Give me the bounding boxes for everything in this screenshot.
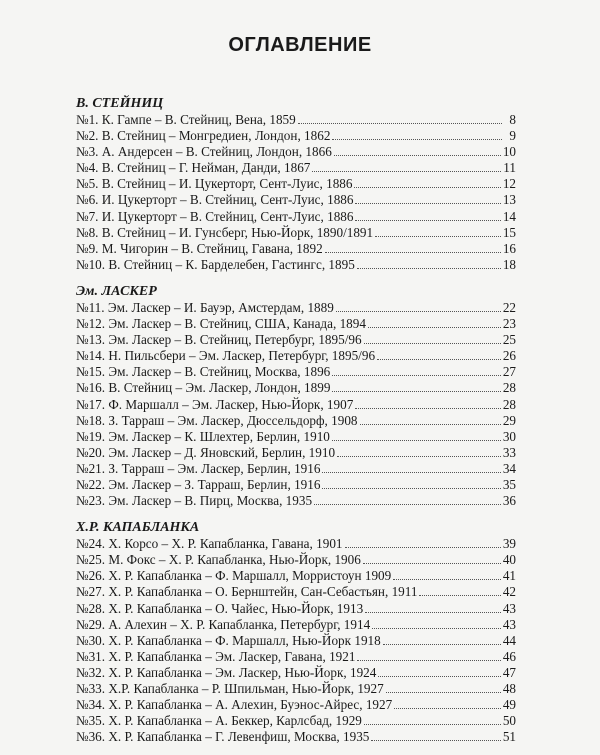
toc-entry — [76, 445, 516, 461]
entry-page-number: 40 — [502, 552, 516, 568]
toc-entry — [76, 536, 516, 552]
entry-label: №16. В. Стейниц – Эм. Ласкер, Лондон, 1899 — [76, 380, 331, 396]
entry-label: №32. Х. Р. Капабланка – Эм. Ласкер, Нью-Йорк, 1924 — [76, 664, 377, 680]
toc-entry — [76, 493, 516, 509]
entry-page-number: 41 — [502, 568, 516, 584]
toc-section — [76, 283, 516, 509]
table-of-contents — [76, 95, 516, 755]
entry-page-number: 10 — [502, 144, 516, 160]
section-header: В. СТЕЙНИЦ — [76, 96, 164, 111]
dot-leader — [419, 594, 500, 596]
toc-entry — [76, 601, 516, 617]
entry-page-number: 16 — [502, 240, 516, 256]
entry-page-number: 47 — [502, 664, 516, 680]
entry-label: №17. Ф. Маршалл – Эм. Ласкер, Нью-Йорк, 1907 — [76, 396, 354, 412]
entry-label: №33. Х.Р. Капабланка – Р. Шпильман, Нью-Йорк, 1927 — [76, 681, 384, 696]
toc-section — [76, 95, 516, 273]
toc-entry — [76, 697, 516, 713]
toc-entry — [76, 241, 516, 257]
entry-label: №31. Х. Р. Капабланка – Эм. Ласкер, Гавана, 1921 — [76, 648, 356, 664]
toc-entry — [76, 568, 516, 584]
entry-page-number: 29 — [502, 412, 516, 428]
entry-label: №1. К. Гампе – В. Стейниц, Вена, 1859 — [76, 112, 296, 127]
entry-page-number: 26 — [502, 348, 516, 364]
dot-leader — [332, 390, 500, 392]
entry-page-number: 9 — [509, 128, 516, 144]
entry-page-number: 51 — [502, 729, 516, 745]
dot-leader — [332, 138, 502, 140]
toc-entry — [76, 617, 516, 633]
entry-page-number: 36 — [502, 493, 516, 509]
dot-leader — [337, 455, 501, 457]
entry-label: №22. Эм. Ласкер – З. Тарраш, Берлин, 1916 — [76, 476, 321, 492]
toc-entry — [76, 192, 516, 208]
dot-leader — [364, 342, 501, 344]
entry-label: №11. Эм. Ласкер – И. Бауэр, Амстердам, 1889 — [76, 299, 334, 315]
toc-entry — [76, 649, 516, 665]
entry-label: №30. Х. Р. Капабланка – Ф. Маршалл, Нью-Йорк 1918 — [76, 632, 381, 648]
dot-leader — [332, 374, 501, 376]
dot-leader — [365, 611, 501, 613]
dot-leader — [383, 643, 501, 645]
toc-entry — [76, 713, 516, 729]
entry-page-number: 49 — [502, 697, 516, 713]
dot-leader — [355, 219, 500, 221]
toc-entry — [76, 681, 516, 697]
entry-label: №10. В. Стейниц – К. Барделебен, Гастингс, 1895 — [76, 256, 355, 272]
toc-entry — [76, 225, 516, 241]
toc-entry — [76, 332, 516, 348]
entry-page-number: 12 — [502, 176, 516, 192]
dot-leader — [357, 659, 500, 661]
entry-label: №34. Х. Р. Капабланка – А. Алехин, Буэнос-Айрес, 1927 — [76, 697, 393, 713]
toc-entry — [76, 461, 516, 477]
toc-entry — [76, 348, 516, 364]
dot-leader — [355, 202, 500, 204]
dot-leader — [394, 707, 501, 709]
entry-label: №27. Х. Р. Капабланка – О. Бернштейн, Сан-Себастьян, 1911 — [76, 584, 418, 600]
dot-leader — [322, 471, 500, 473]
section-header: Х.Р. КАПАБЛАНКА — [76, 520, 200, 536]
entry-label: №19. Эм. Ласкер – К. Шлехтер, Берлин, 1910 — [76, 428, 330, 444]
toc-entry — [76, 729, 516, 745]
toc-entry — [76, 380, 516, 396]
dot-leader — [325, 251, 501, 253]
dot-leader — [357, 267, 501, 269]
entry-page-number: 18 — [502, 256, 516, 272]
dot-leader — [378, 675, 500, 677]
entry-label: №26. Х. Р. Капабланка – Ф. Маршалл, Морристоун 1909 — [76, 568, 392, 584]
dot-leader — [345, 546, 501, 548]
entry-page-number: 35 — [502, 476, 516, 492]
dot-leader — [334, 154, 501, 156]
toc-entry — [76, 144, 516, 160]
entry-label: №6. И. Цукерторт – В. Стейниц, Сент-Луис, 1886 — [76, 192, 354, 208]
entry-page-number: 23 — [502, 316, 516, 332]
entry-label: №35. Х. Р. Капабланка – А. Беккер, Карлсбад, 1929 — [76, 713, 362, 729]
page-title: ОГЛАВЛЕНИЕ — [228, 34, 372, 56]
toc-entry — [76, 552, 516, 568]
toc-entry — [76, 477, 516, 493]
dot-leader — [336, 310, 501, 312]
entry-page-number: 50 — [502, 713, 516, 729]
toc-entry — [76, 316, 516, 332]
dot-leader — [363, 562, 501, 564]
entry-page-number: 48 — [502, 681, 516, 696]
entry-label: №7. И. Цукерторт – В. Стейниц, Сент-Луис, 1886 — [76, 208, 354, 224]
dot-leader — [386, 691, 501, 693]
toc-entry — [76, 209, 516, 225]
toc-entry — [76, 584, 516, 600]
entry-label: №3. А. Андерсен – В. Стейниц, Лондон, 1866 — [76, 144, 332, 160]
entry-label: №24. Х. Корсо – Х. Р. Капабланка, Гавана, 1901 — [76, 536, 343, 552]
entry-page-number: 22 — [502, 299, 516, 315]
entry-label: №28. Х. Р. Капабланка – О. Чайес, Нью-Йорк, 1913 — [76, 600, 364, 616]
entry-page-number: 11 — [503, 160, 516, 176]
entry-page-number: 28 — [502, 380, 516, 396]
dot-leader — [332, 439, 501, 441]
toc-entry — [76, 413, 516, 429]
toc-entry — [76, 665, 516, 681]
entry-page-number: 33 — [502, 444, 516, 460]
entry-label: №15. Эм. Ласкер – В. Стейниц, Москва, 1896 — [76, 364, 331, 380]
entry-label: №20. Эм. Ласкер – Д. Яновский, Берлин, 1910 — [76, 444, 336, 460]
entry-page-number: 42 — [502, 584, 516, 600]
entry-label: №9. М. Чигорин – В. Стейниц, Гавана, 1892 — [76, 240, 323, 256]
dot-leader — [360, 423, 501, 425]
dot-leader — [312, 170, 501, 172]
entry-label: №18. З. Тарраш – Эм. Ласкер, Дюссельдорф, 1908 — [76, 412, 358, 428]
entry-page-number: 28 — [502, 396, 516, 412]
dot-leader — [375, 235, 501, 237]
entry-label: №13. Эм. Ласкер – В. Стейниц, Петербург, 1895/96 — [76, 332, 362, 348]
dot-leader — [354, 186, 500, 188]
toc-entry — [76, 176, 516, 192]
toc-entry — [76, 633, 516, 649]
toc-entry — [76, 257, 516, 273]
dot-leader — [314, 503, 501, 505]
entry-label: №5. В. Стейниц – И. Цукерторт, Сент-Луис, 1886 — [76, 176, 353, 192]
toc-entry — [76, 429, 516, 445]
entry-label: №36. Х. Р. Капабланка – Г. Левенфиш, Москва, 1935 — [76, 729, 370, 745]
entry-page-number: 34 — [502, 460, 516, 476]
entry-label: №12. Эм. Ласкер – В. Стейниц, США, Канада, 1894 — [76, 316, 366, 332]
entry-label: №29. А. Алехин – Х. Р. Капабланка, Петербург, 1914 — [76, 616, 371, 632]
toc-section — [76, 519, 516, 745]
toc-entry — [76, 364, 516, 380]
entry-page-number: 15 — [502, 224, 516, 240]
entry-page-number: 43 — [502, 600, 516, 616]
dot-leader — [393, 578, 501, 580]
dot-leader — [371, 739, 500, 741]
entry-page-number: 43 — [502, 616, 516, 632]
dot-leader — [364, 723, 501, 725]
toc-entry — [76, 160, 516, 176]
entry-label: №25. М. Фокс – Х. Р. Капабланка, Нью-Йорк, 1906 — [76, 552, 361, 568]
entry-label: №2. В. Стейниц – Монгредиен, Лондон, 1862 — [76, 128, 331, 144]
entry-label: №8. В. Стейниц – И. Гунсберг, Нью-Йорк, 1890/1891 — [76, 224, 374, 240]
entry-label: №14. Н. Пильсбери – Эм. Ласкер, Петербург, 1895/96 — [76, 348, 376, 364]
entry-page-number: 25 — [502, 332, 516, 348]
entry-page-number: 8 — [509, 112, 516, 127]
entry-page-number: 14 — [502, 208, 516, 224]
dot-leader — [372, 627, 501, 629]
section-header: Эм. ЛАСКЕР — [76, 283, 157, 299]
toc-entry — [76, 112, 516, 128]
entry-label: №21. З. Тарраш – Эм. Ласкер, Берлин, 1916 — [76, 460, 321, 476]
entry-label: №23. Эм. Ласкер – В. Пирц, Москва, 1935 — [76, 493, 313, 509]
dot-leader — [298, 122, 502, 124]
entry-page-number: 39 — [502, 536, 516, 552]
dot-leader — [322, 487, 500, 489]
toc-entry — [76, 397, 516, 413]
entry-page-number: 27 — [502, 364, 516, 380]
entry-page-number: 30 — [502, 428, 516, 444]
entry-page-number: 46 — [502, 648, 516, 664]
dot-leader — [368, 326, 501, 328]
entry-page-number: 13 — [502, 192, 516, 208]
entry-label: №4. В. Стейниц – Г. Нейман, Данди, 1867 — [76, 160, 311, 176]
toc-entry — [76, 128, 516, 144]
toc-entry — [76, 300, 516, 316]
dot-leader — [377, 358, 501, 360]
entry-page-number: 44 — [502, 632, 516, 648]
dot-leader — [355, 407, 501, 409]
